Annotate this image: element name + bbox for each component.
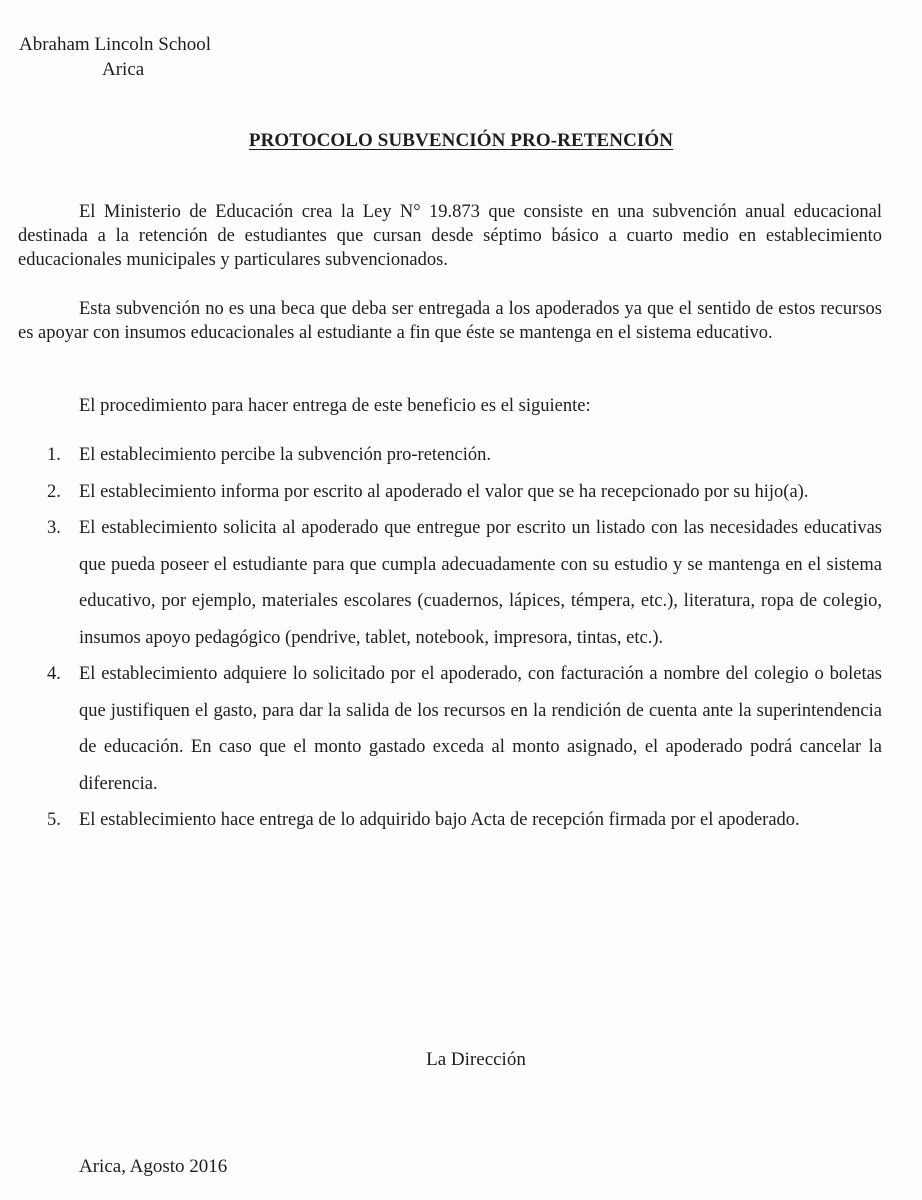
school-name: Abraham Lincoln School — [19, 34, 212, 55]
list-item — [0, 437, 882, 474]
list-item-text: El establecimiento adquiere lo solicitado por el apoderado, con facturación a nombre del colegio o boletas que justifiquen el gasto, para dar la salida de los recursos en la rendición de cuenta ante la superintendencia de educación. En caso que el monto gastado exceda al monto asignado, el apoderado podrá cancelar la diferencia. — [79, 664, 882, 794]
list-item-number: 4. — [47, 664, 61, 684]
paragraph-procedure-intro: El procedimiento para hacer entrega de este beneficio es el siguiente: — [79, 396, 591, 416]
school-city: Arica — [102, 59, 145, 80]
paragraph-purpose: Esta subvención no es una beca que deba ser entregada a los apoderados ya que el sentido de estos recursos es apoyar con insumos educacionales al estudiante a fin que éste se mantenga en el sistema educativo. — [18, 299, 882, 343]
list-item — [0, 474, 882, 511]
list-item-number: 3. — [47, 518, 61, 538]
paragraph-law: El Ministerio de Educación crea la Ley N° 19.873 que consiste en una subvención anual educacional destinada a la retención de estudiantes que cursan desde séptimo básico a cuarto medio en establecimiento educacionales municipales y particulares subvencionados. — [18, 202, 882, 270]
list-item-text: El establecimiento percibe la subvención pro-retención. — [79, 445, 491, 465]
list-item-text: El establecimiento informa por escrito al apoderado el valor que se ha recepcionado por su hijo(a). — [79, 481, 809, 502]
document-title: PROTOCOLO SUBVENCIÓN PRO-RETENCIÓN — [248, 130, 674, 151]
list-item-number: 1. — [47, 445, 61, 465]
list-item-text: El establecimiento solicita al apoderado que entregue por escrito un listado con las necesidades educativas que pueda poseer el estudiante para que cumpla adecuadamente con su estudio y se mantenga en el sistema educativo, por ejemplo, materiales escolares (cuadernos, lápices, témpera, etc.), literatura, ropa de colegio, insumos apoyo pedagógico (pendrive, tablet, notebook, impresora, tintas, etc.). — [79, 518, 882, 648]
procedure-list — [0, 437, 882, 839]
list-item — [0, 802, 882, 839]
list-item-number: 2. — [47, 481, 61, 502]
list-item-number: 5. — [47, 810, 61, 830]
signature: La Dirección — [426, 1049, 526, 1070]
list-item — [0, 656, 882, 802]
document-date: Arica, Agosto 2016 — [79, 1156, 228, 1177]
list-item — [0, 510, 882, 656]
letterhead — [19, 32, 211, 82]
list-item-text: El establecimiento hace entrega de lo adquirido bajo Acta de recepción firmada por el apoderado. — [79, 810, 800, 830]
